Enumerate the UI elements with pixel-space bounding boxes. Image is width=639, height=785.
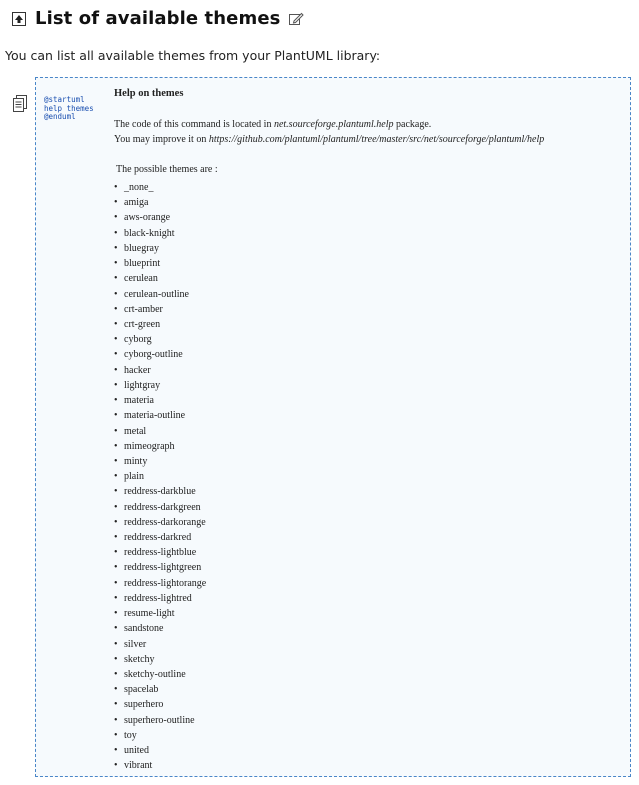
theme-item: • cyborg-outline xyxy=(114,349,183,361)
theme-item: • reddress-darkred xyxy=(114,532,192,544)
help-title: Help on themes xyxy=(114,88,184,99)
theme-item: • materia xyxy=(114,395,154,407)
theme-item: • reddress-lightred xyxy=(114,592,192,604)
theme-item: • crt-green xyxy=(114,318,161,330)
theme-item: • united xyxy=(114,745,149,757)
theme-item: • toy xyxy=(114,729,137,741)
theme-item: • amiga xyxy=(114,197,149,209)
theme-list xyxy=(114,180,206,774)
source-code[interactable]: @startuml help themes @enduml xyxy=(44,95,94,121)
theme-item: • minty xyxy=(114,455,148,467)
theme-item: • _none_ xyxy=(114,182,154,193)
theme-item: • blueprint xyxy=(114,258,161,270)
intro-text: You can list all available themes from your PlantUML library: xyxy=(5,48,381,63)
theme-item: • cyborg xyxy=(114,334,152,346)
edit-icon[interactable] xyxy=(288,11,304,27)
theme-item: • hacker xyxy=(114,364,151,376)
possible-themes-label: The possible themes are : xyxy=(116,164,218,175)
theme-item: • silver xyxy=(114,638,147,650)
location-line: The code of this command is located in net.sourceforge.plantuml.help package. xyxy=(114,119,432,130)
theme-item: • superhero xyxy=(114,699,164,711)
theme-item: • reddress-darkorange xyxy=(114,516,206,528)
improve-line: You may improve it on https://github.com/plantuml/plantuml/tree/master/src/net/sourceforge/plantuml/help xyxy=(114,134,545,145)
improve-url: https://github.com/plantuml/plantuml/tree/master/src/net/sourceforge/plantuml/help xyxy=(208,134,545,145)
package-name: net.sourceforge.plantuml.help xyxy=(273,119,394,130)
arrow-up-icon[interactable] xyxy=(12,12,26,26)
page-header xyxy=(12,8,304,29)
theme-item: • aws-orange xyxy=(114,212,171,224)
theme-item: • bluegray xyxy=(114,242,159,254)
theme-item: • mimeograph xyxy=(114,440,175,452)
theme-item: • superhero-outline xyxy=(114,714,195,726)
theme-item: • reddress-lightblue xyxy=(114,547,197,559)
theme-item: • reddress-darkgreen xyxy=(114,501,201,513)
theme-item: • reddress-lightorange xyxy=(114,577,207,589)
theme-item: • lightgray xyxy=(114,379,161,391)
theme-item: • cerulean-outline xyxy=(114,288,189,300)
theme-item: • vibrant xyxy=(114,760,153,772)
theme-item: • metal xyxy=(114,425,147,437)
theme-item: • sandstone xyxy=(114,623,164,635)
theme-item: • sketchy xyxy=(114,653,155,665)
theme-item: • sketchy-outline xyxy=(114,669,186,680)
theme-item: • crt-amber xyxy=(114,303,163,315)
copy-icon[interactable] xyxy=(12,95,28,113)
code-example-box xyxy=(35,77,631,777)
page-title: List of available themes xyxy=(35,8,281,29)
theme-item: • plain xyxy=(114,471,144,483)
theme-item: • cerulean xyxy=(114,273,158,285)
theme-item: • resume-light xyxy=(114,608,175,620)
theme-item: • reddress-darkblue xyxy=(114,486,196,498)
theme-item: • black-knight xyxy=(114,227,175,239)
theme-item: • spacelab xyxy=(114,684,159,696)
theme-item: • reddress-lightgreen xyxy=(114,562,202,574)
diagram-output xyxy=(114,88,545,772)
theme-item: • materia-outline xyxy=(114,410,186,422)
